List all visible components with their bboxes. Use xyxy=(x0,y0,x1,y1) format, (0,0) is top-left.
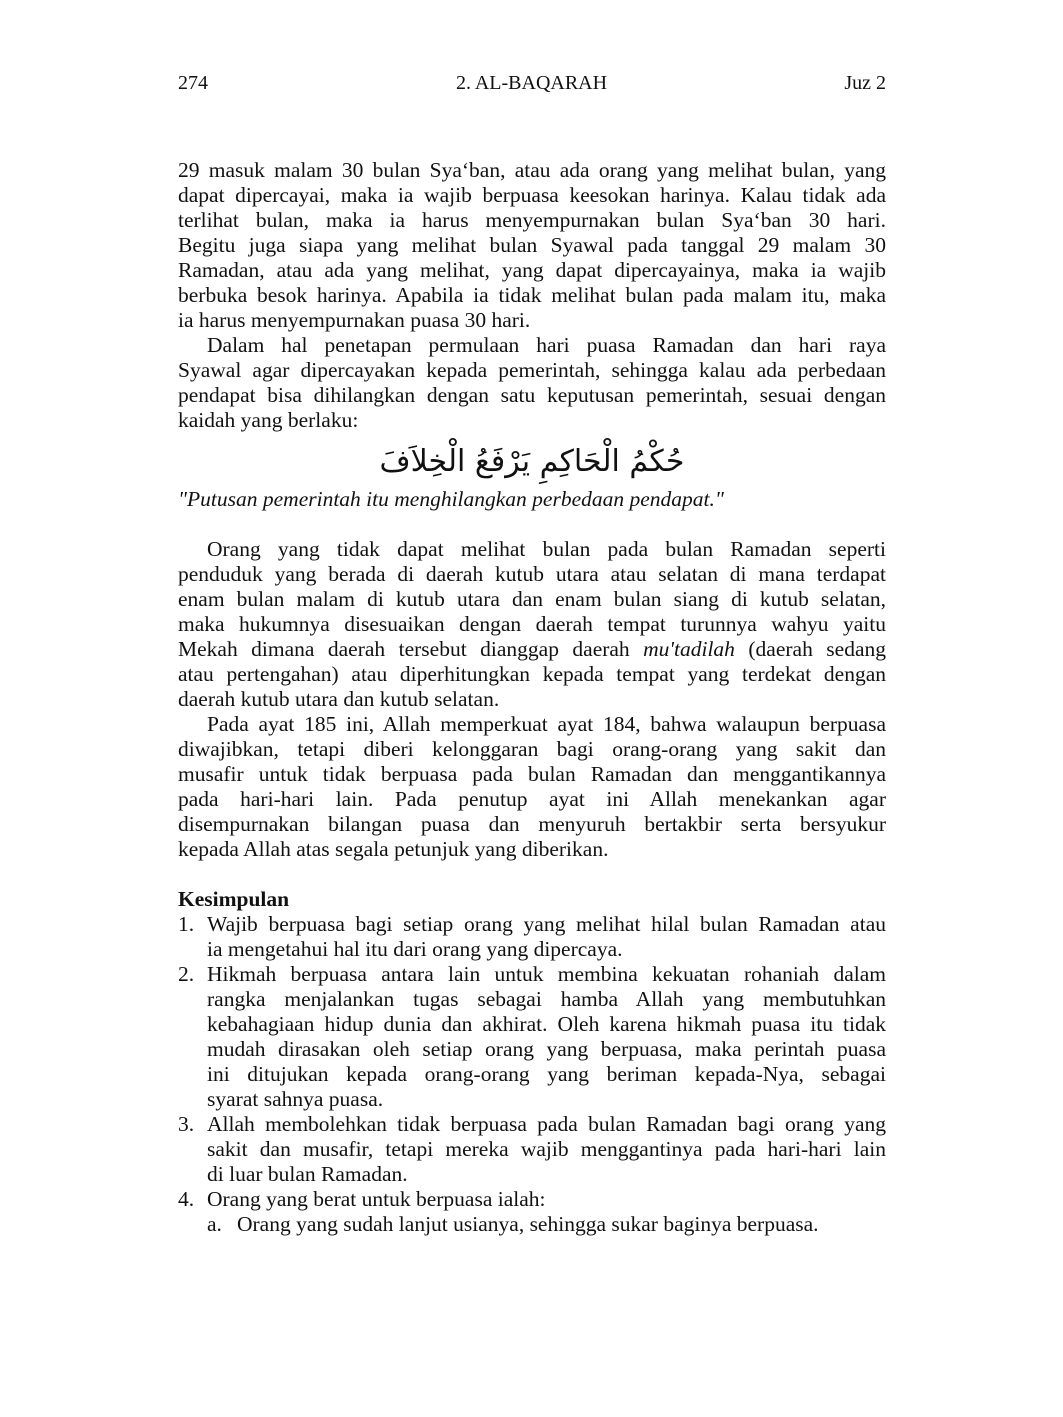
text-line: ini ditujukan kepada orang-orang yang beriman kepada-Nya, sebagai xyxy=(207,1062,886,1086)
text-line: maka hukumnya disesuaikan dengan daerah tempat turunnya wahyu yaitu xyxy=(178,612,886,636)
juz-label: Juz 2 xyxy=(844,72,886,94)
text-line: dapat dipercayai, maka ia wajib berpuasa keesokan harinya. Kalau tidak ada xyxy=(178,183,886,207)
page-body xyxy=(178,158,886,1237)
text-line: Orang yang berat untuk berpuasa ialah: xyxy=(207,1187,546,1211)
text-line: daerah kutub utara dan kutub selatan. xyxy=(178,687,500,711)
text-line: Orang yang tidak dapat melihat bulan pada bulan Ramadan seperti xyxy=(207,537,886,561)
list-item xyxy=(178,1212,886,1237)
text-line: rangka menjalankan tugas sebagai hamba Allah yang membutuhkan xyxy=(207,987,886,1011)
list-number: a. xyxy=(207,1212,222,1236)
text-line: terlihat bulan, maka ia harus menyempurnakan bulan Sya‘ban 30 hari. xyxy=(178,208,886,232)
text-line: sakit dan musafir, tetapi mereka wajib menggantinya pada hari-hari lain xyxy=(207,1137,886,1161)
list-number: 4. xyxy=(178,1187,195,1211)
text-line: pendapat bisa dihilangkan dengan satu keputusan pemerintah, sesuai dengan xyxy=(178,383,886,407)
paragraph xyxy=(178,537,886,712)
text-line: kebahagiaan hidup dunia dan akhirat. Oleh karena hikmah puasa itu tidak xyxy=(207,1012,886,1036)
running-title: 2. AL-BAQARAH xyxy=(455,72,608,94)
text-line: diwajibkan, tetapi diberi kelonggaran bagi orang-orang yang sakit dan xyxy=(178,737,886,761)
section-heading: Kesimpulan xyxy=(178,887,290,911)
text-line: ia mengetahui hal itu dari orang yang dipercaya. xyxy=(207,937,623,961)
text-line: enam bulan malam di kutub utara dan enam bulan siang di kutub selatan, xyxy=(178,587,886,611)
page-number: 274 xyxy=(178,72,208,94)
text-line: mudah dirasakan oleh setiap orang yang berpuasa, maka perintah puasa xyxy=(207,1037,886,1061)
text-line xyxy=(178,637,886,662)
text-line: ia harus menyempurnakan puasa 30 hari. xyxy=(178,308,531,332)
text-line: Hikmah berpuasa antara lain untuk membina kekuatan rohaniah dalam xyxy=(207,962,886,986)
text-line: kepada Allah atas segala petunjuk yang diberikan. xyxy=(178,837,609,861)
text-line: Wajib berpuasa bagi setiap orang yang melihat hilal bulan Ramadan atau xyxy=(207,912,886,936)
list-item xyxy=(178,912,886,962)
text-line: Dalam hal penetapan permulaan hari puasa Ramadan dan hari raya xyxy=(207,333,886,357)
conclusion-list xyxy=(178,912,886,1237)
text-segment: (daerah sedang xyxy=(734,637,886,661)
quote-translation: "Putusan pemerintah itu menghilangkan perbedaan pendapat." xyxy=(178,487,724,511)
text-line: Begitu juga siapa yang melihat bulan Syawal pada tanggal 29 malam 30 xyxy=(178,233,886,257)
arabic-quote: حُكْمُ الْحَاكِمِ يَرْفَعُ الْخِلاَفَ xyxy=(379,444,685,479)
list-number: 1. xyxy=(178,912,195,936)
list-number: 2. xyxy=(178,962,195,986)
paragraph xyxy=(178,333,886,433)
paragraph xyxy=(178,158,886,333)
text-line: pada hari-hari lain. Pada penutup ayat ini Allah menekankan agar xyxy=(178,787,886,811)
list-item xyxy=(178,1187,886,1212)
text-segment: Mekah dimana daerah tersebut dianggap daerah xyxy=(178,637,644,661)
text-line: berbuka besok harinya. Apabila ia tidak melihat bulan pada malam itu, maka xyxy=(178,283,886,307)
paragraph xyxy=(178,712,886,862)
list-item xyxy=(178,1112,886,1187)
text-line: kaidah yang berlaku: xyxy=(178,408,359,432)
list-item xyxy=(178,962,886,1112)
text-line: Pada ayat 185 ini, Allah memperkuat ayat 184, bahwa walaupun berpuasa xyxy=(207,712,886,736)
text-line: di luar bulan Ramadan. xyxy=(207,1162,408,1186)
text-line: atau pertengahan) atau diperhitungkan kepada tempat yang terdekat dengan xyxy=(178,662,886,686)
list-number: 3. xyxy=(178,1112,195,1136)
text-line: musafir untuk tidak berpuasa pada bulan Ramadan dan menggantikannya xyxy=(178,762,886,786)
text-line: disempurnakan bilangan puasa dan menyuruh bertakbir serta bersyukur xyxy=(178,812,886,836)
text-line: syarat sahnya puasa. xyxy=(207,1087,384,1111)
text-line: Orang yang sudah lanjut usianya, sehingga sukar baginya berpuasa. xyxy=(237,1212,819,1236)
text-line: Syawal agar dipercayakan kepada pemerintah, sehingga kalau ada perbedaan xyxy=(178,358,886,382)
italic-term: mu'tadilah xyxy=(643,637,735,661)
text-line: Allah membolehkan tidak berpuasa pada bulan Ramadan bagi orang yang xyxy=(207,1112,886,1136)
text-line: Ramadan, atau ada yang melihat, yang dapat dipercayainya, maka ia wajib xyxy=(178,258,886,282)
text-line: 29 masuk malam 30 bulan Sya‘ban, atau ada orang yang melihat bulan, yang xyxy=(178,158,886,182)
text-line: penduduk yang berada di daerah kutub utara atau selatan di mana terdapat xyxy=(178,562,886,586)
